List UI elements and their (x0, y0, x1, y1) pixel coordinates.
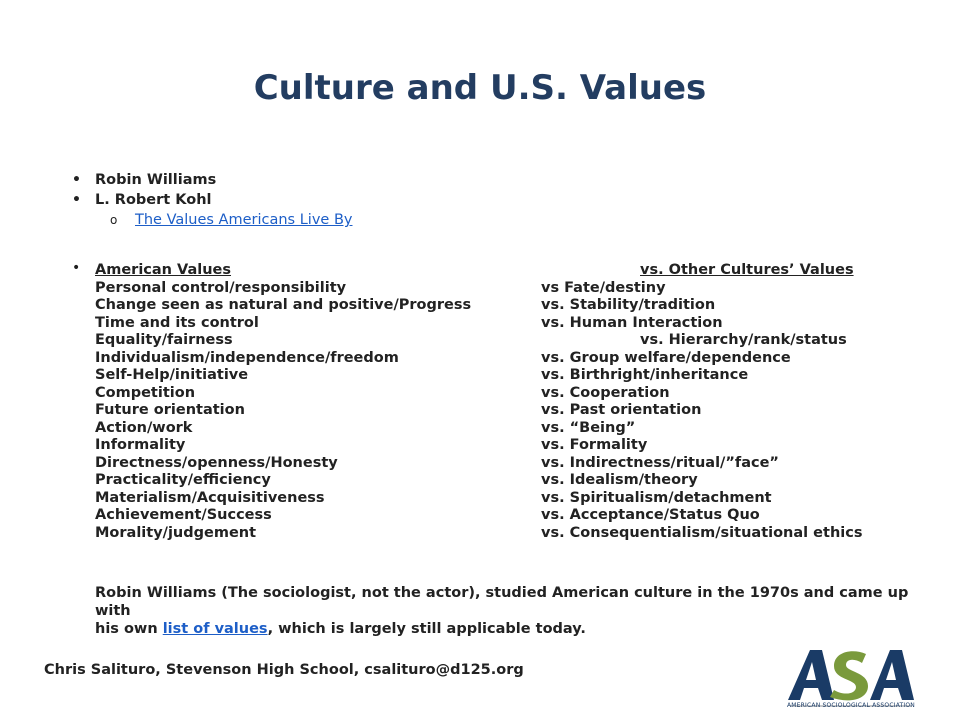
other-value: vs. Hierarchy/rank/status (640, 332, 847, 348)
list-of-values-link[interactable]: list of values (162, 621, 268, 637)
bullet-list (72, 170, 912, 230)
value-pair-row (95, 525, 915, 543)
american-value: Self-Help/initiative (95, 367, 249, 383)
bullet-text: L. Robert Kohl (95, 192, 212, 208)
other-value: vs. Birthright/inheritance (541, 367, 749, 383)
other-value: vs. Group welfare/dependence (541, 349, 791, 366)
bullet-dot-icon: • (72, 260, 81, 276)
paragraph-text: his own (95, 621, 163, 637)
bullet-item (72, 190, 912, 210)
american-value: Morality/judgement (95, 524, 257, 541)
american-value: Informality (95, 437, 186, 453)
other-value: vs. Indirectness/ritual/”face” (541, 454, 779, 471)
williams-paragraph (95, 584, 915, 638)
value-pair-row (95, 455, 915, 473)
american-value: Change seen as natural and positive/Progress (95, 297, 472, 313)
other-cultures-header: vs. Other Cultures’ Values (640, 262, 854, 278)
american-value: Directness/openness/Honesty (95, 454, 338, 471)
bullet-dot-icon: • (72, 172, 81, 188)
paragraph-line (95, 620, 915, 638)
american-value: Achievement/Success (95, 507, 272, 523)
asa-tagline: AMERICAN SOCIOLOGICAL ASSOCIATION (786, 702, 915, 709)
value-pair-row (95, 350, 915, 368)
values-comparison (95, 262, 915, 542)
other-value: vs. Stability/tradition (541, 297, 716, 313)
other-value: vs Fate/destiny (541, 279, 666, 296)
sub-bullet-item (72, 210, 912, 230)
bullet-item (72, 170, 912, 190)
other-value: vs. Consequentialism/situational ethics (541, 524, 863, 541)
other-value: vs. Human Interaction (541, 314, 723, 331)
value-pair-row (95, 315, 915, 333)
american-value: Future orientation (95, 402, 245, 418)
paragraph-text: , which is largely still applicable today. (267, 621, 586, 637)
value-pair-row (95, 437, 915, 455)
slide-title: Culture and U.S. Values (253, 68, 707, 108)
paragraph-line: Robin Williams (The sociologist, not the actor), studied American culture in the 1970s and came up with (95, 585, 909, 619)
other-value: vs. Spiritualism/detachment (541, 489, 772, 506)
american-value: Individualism/independence/freedom (95, 349, 399, 366)
value-pair-row (95, 507, 915, 525)
other-value: vs. Acceptance/Status Quo (541, 507, 760, 523)
american-value: Equality/fairness (95, 332, 233, 348)
value-pair-row (95, 367, 915, 385)
other-value: vs. Formality (541, 437, 648, 453)
other-value: vs. Past orientation (541, 402, 702, 418)
value-pair-row (95, 402, 915, 420)
footer-credit: Chris Salituro, Stevenson High School, csalituro@d125.org (44, 662, 524, 678)
value-pair-row (95, 490, 915, 508)
bullet-text: Robin Williams (95, 172, 217, 188)
value-pair-row (95, 332, 915, 350)
value-pair-row (95, 297, 915, 315)
american-values-header: American Values (95, 262, 232, 278)
other-value: vs. Cooperation (541, 384, 670, 401)
american-value: Action/work (95, 419, 193, 436)
bullet-dot-icon: • (72, 192, 81, 208)
other-value: vs. Idealism/theory (541, 472, 698, 488)
other-value: vs. “Being” (541, 419, 636, 436)
american-value: Time and its control (95, 314, 259, 331)
value-pair-row (95, 420, 915, 438)
values-americans-live-by-link[interactable]: The Values Americans Live By (135, 212, 353, 228)
american-value: Personal control/responsibility (95, 279, 347, 296)
american-value: Practicality/efficiency (95, 472, 271, 488)
values-header-row (95, 262, 915, 280)
american-value: Competition (95, 384, 196, 401)
american-value: Materialism/Acquisitiveness (95, 489, 325, 506)
value-pair-row (95, 385, 915, 403)
hollow-bullet-icon: o (110, 213, 118, 227)
value-pair-row (95, 472, 915, 490)
value-pair-row (95, 280, 915, 298)
